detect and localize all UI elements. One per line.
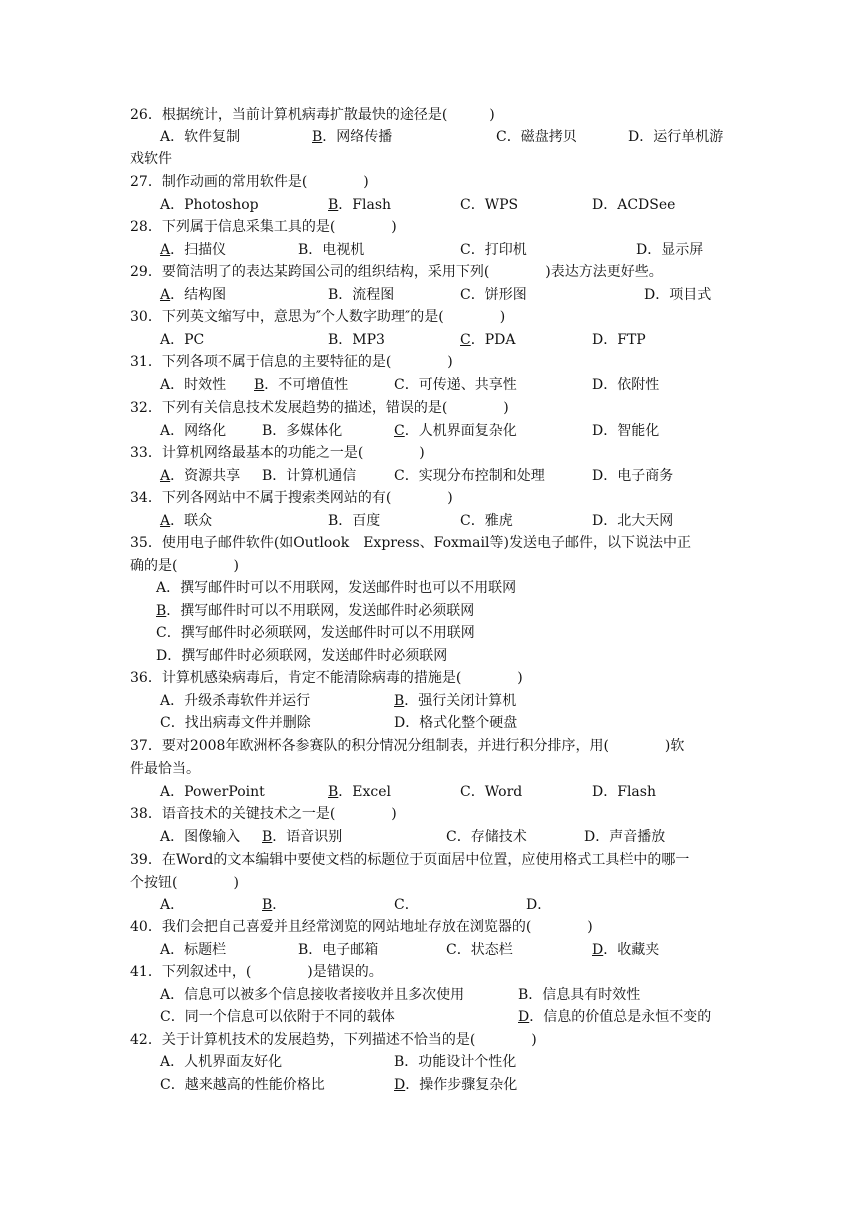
option-text: 找出病毒文件并删除 <box>184 715 311 731</box>
option-sep: ． <box>470 332 485 348</box>
option-text: Flash <box>352 197 392 213</box>
option-sep: ． <box>338 332 353 348</box>
question-40-option-a <box>160 939 226 961</box>
option-letter: D <box>628 129 640 145</box>
option-sep: ． <box>603 377 618 393</box>
option-letter: B <box>518 987 529 1003</box>
option-text: 信息具有时效性 <box>542 987 641 1003</box>
question-29-option-b <box>328 284 394 306</box>
question-30-option-b <box>328 329 385 351</box>
option-letter: D <box>592 197 604 213</box>
option-sep: ． <box>338 784 353 800</box>
option-sep: ． <box>170 423 185 439</box>
option-letter: B <box>328 513 339 529</box>
question-40-stem: 40．我们会把自己喜爱并且经常浏览的网站地址存放在浏览器的( ) <box>130 919 593 935</box>
option-text: 撰写邮件时必须联网，发送邮件时可以不用联网 <box>180 625 475 641</box>
option-sep: ． <box>404 468 419 484</box>
option-letter: A <box>160 897 171 913</box>
option-letter: D <box>526 897 538 913</box>
option-text: 人机界面复杂化 <box>418 423 517 439</box>
option-sep: ． <box>272 423 287 439</box>
option-text: Photoshop <box>184 197 259 213</box>
option-sep: ． <box>170 1009 185 1025</box>
question-31-option-a <box>160 374 226 396</box>
question-39-option-b <box>262 894 286 916</box>
question-33-option-d <box>592 465 673 487</box>
option-sep: ． <box>506 129 521 145</box>
question-41-option-c <box>160 1006 395 1028</box>
question-26-option-b <box>312 126 392 148</box>
option-letter: C <box>160 1077 171 1093</box>
option-text: Excel <box>352 784 392 800</box>
option-text: 电子邮箱 <box>322 942 379 958</box>
option-letter: B <box>394 1054 405 1070</box>
option-text: 项目式 <box>669 287 712 303</box>
question-38-option-a <box>160 826 240 848</box>
question-31-stem: 31．下列各项不属于信息的主要特征的是( ) <box>130 354 453 370</box>
question-29-stem: 29．要简洁明了的表达某跨国公司的组织结构，采用下列( )表达方法更好些。 <box>130 264 663 280</box>
option-text: WPS <box>484 197 519 213</box>
question-27-option-b <box>328 194 391 216</box>
option-sep: ． <box>166 580 181 596</box>
option-letter: C <box>460 242 471 258</box>
option-letter: D <box>518 1009 530 1025</box>
question-29-option-a <box>160 284 226 306</box>
option-text: 标题栏 <box>184 942 227 958</box>
question-40-option-b <box>298 939 378 961</box>
option-letter: C <box>160 715 171 731</box>
option-letter: A <box>160 242 171 258</box>
question-34-option-a <box>160 510 212 532</box>
option-sep: ． <box>272 468 287 484</box>
option-text: 结构图 <box>184 287 227 303</box>
question-37-option-a <box>160 781 265 803</box>
option-text: MP3 <box>352 332 385 348</box>
option-letter: A <box>160 1054 171 1070</box>
option-letter: C <box>394 468 405 484</box>
question-30-option-a <box>160 329 204 351</box>
option-letter: C <box>156 625 167 641</box>
option-letter: C <box>460 332 471 348</box>
option-letter: D <box>394 715 406 731</box>
option-text: Flash <box>617 784 656 800</box>
question-34-option-c <box>460 510 513 532</box>
option-sep: ． <box>170 784 185 800</box>
question-27-stem: 27．制作动画的常用软件是( ) <box>130 174 369 190</box>
option-letter: D <box>636 242 648 258</box>
option-letter: B <box>298 942 309 958</box>
option-text: 资源共享 <box>184 468 241 484</box>
question-32-option-d <box>592 420 659 442</box>
question-39-stem: 39．在Word的文本编辑中要使文档的标题位于页面居中位置，应使用格式工具栏中的哪一 <box>130 852 690 868</box>
option-letter: D <box>592 942 604 958</box>
option-sep: ． <box>603 513 618 529</box>
option-letter: D <box>592 377 604 393</box>
option-sep: ． <box>170 715 185 731</box>
option-text: 实现分布控制和处理 <box>418 468 545 484</box>
option-letter: C <box>394 377 405 393</box>
option-text: 软件复制 <box>184 129 241 145</box>
question-37-option-c <box>460 781 522 803</box>
option-text: Word <box>484 784 523 800</box>
question-36-option-c <box>160 712 311 734</box>
option-text: 电子商务 <box>617 468 674 484</box>
option-text: 强行关闭计算机 <box>418 693 517 709</box>
question-35-option-a <box>156 577 516 599</box>
option-letter: B <box>328 784 339 800</box>
option-letter: D <box>156 648 168 664</box>
option-letter: C <box>446 942 457 958</box>
question-38-option-c <box>446 826 527 848</box>
option-sep: ． <box>170 377 185 393</box>
option-sep: ． <box>470 197 485 213</box>
option-sep: ． <box>170 197 185 213</box>
question-26-option-c <box>496 126 577 148</box>
question-36-option-d <box>394 712 517 734</box>
option-sep: ． <box>470 242 485 258</box>
option-letter: C <box>446 829 457 845</box>
option-sep: ． <box>404 377 419 393</box>
option-text: 依附性 <box>617 377 660 393</box>
option-sep: ． <box>603 197 618 213</box>
option-text: PDA <box>484 332 516 348</box>
option-text: 百度 <box>352 513 381 529</box>
option-sep: ． <box>470 287 485 303</box>
question-42-option-a <box>160 1051 282 1073</box>
option-text: ACDSee <box>617 197 676 213</box>
question-37-stem: 37．要对2008年欧洲杯各参赛队的积分情况分组制表，并进行积分排序，用( )软 <box>130 738 685 754</box>
question-41-option-a <box>160 984 464 1006</box>
option-sep: ． <box>166 625 181 641</box>
option-sep: ． <box>647 242 662 258</box>
option-sep: ． <box>405 1077 420 1093</box>
option-text: 扫描仪 <box>184 242 227 258</box>
question-35-option-d <box>156 645 447 667</box>
option-sep: ． <box>470 513 485 529</box>
option-text: 电视机 <box>322 242 365 258</box>
option-letter: C <box>460 287 471 303</box>
option-letter: A <box>160 693 171 709</box>
option-letter: D <box>592 332 604 348</box>
question-27-option-d <box>592 194 675 216</box>
option-sep: ． <box>404 1054 419 1070</box>
question-34-option-d <box>592 510 673 532</box>
option-letter: A <box>160 468 171 484</box>
question-32-option-c <box>394 420 517 442</box>
option-letter: B <box>156 603 167 619</box>
question-26-option-d <box>628 126 723 148</box>
option-text: 状态栏 <box>470 942 513 958</box>
option-sep: ． <box>603 784 618 800</box>
option-letter: B <box>328 287 339 303</box>
option-sep: ． <box>603 423 618 439</box>
option-sep: ． <box>308 242 323 258</box>
option-letter: A <box>160 377 171 393</box>
option-letter: B <box>328 332 339 348</box>
option-sep: ． <box>170 987 185 1003</box>
option-sep: ． <box>272 829 287 845</box>
question-32-option-b <box>262 420 342 442</box>
option-sep: ． <box>170 287 185 303</box>
question-30-option-c <box>460 329 515 351</box>
option-sep: ． <box>170 513 185 529</box>
option-letter: A <box>160 129 171 145</box>
question-30-stem: 30．下列英文缩写中，意思为″个人数字助理″的是( ) <box>130 309 506 325</box>
option-text: PC <box>184 332 205 348</box>
question-36-option-b <box>394 690 516 712</box>
option-sep: ． <box>338 287 353 303</box>
question-42-option-c <box>160 1074 325 1096</box>
option-text: 显示屏 <box>661 242 704 258</box>
question-26-option-a <box>160 126 240 148</box>
question-28-stem: 28．下列属于信息采集工具的是( ) <box>130 219 397 235</box>
option-text: 多媒体化 <box>286 423 343 439</box>
question-39-option-a <box>160 894 184 916</box>
question-33-option-a <box>160 465 240 487</box>
option-sep: ． <box>470 784 485 800</box>
option-letter: D <box>592 513 604 529</box>
option-letter: B <box>328 197 339 213</box>
question-28-option-d <box>636 239 703 261</box>
question-38-option-b <box>262 826 342 848</box>
option-letter: B <box>262 897 273 913</box>
option-letter: A <box>160 987 171 1003</box>
question-32-stem: 32．下列有关信息技术发展趋势的描述，错误的是( ) <box>130 400 509 416</box>
option-text: 打印机 <box>484 242 527 258</box>
option-sep: ． <box>170 1054 185 1070</box>
option-sep: ． <box>595 829 610 845</box>
option-sep: ． <box>272 897 287 913</box>
question-39-option-d <box>526 894 551 916</box>
question-42-option-b <box>394 1051 516 1073</box>
option-sep: ． <box>655 287 670 303</box>
option-letter: C <box>460 513 471 529</box>
question-40-option-c <box>446 939 513 961</box>
question-27-option-a <box>160 194 259 216</box>
option-text: 饼形图 <box>484 287 527 303</box>
question-29-option-c <box>460 284 527 306</box>
question-39-option-c <box>394 894 419 916</box>
option-letter: A <box>160 784 171 800</box>
option-sep: ． <box>338 513 353 529</box>
question-29-option-d <box>644 284 711 306</box>
option-sep: ． <box>456 829 471 845</box>
question-31-option-d <box>592 374 659 396</box>
option-text: 磁盘拷贝 <box>520 129 577 145</box>
option-letter: B <box>298 242 309 258</box>
option-letter: A <box>156 580 167 596</box>
option-text: 信息可以被多个信息接收者接收并且多次使用 <box>184 987 465 1003</box>
question-36-option-a <box>160 690 310 712</box>
question-41-option-b <box>518 984 640 1006</box>
option-sep: ． <box>404 897 419 913</box>
option-sep: ． <box>170 829 185 845</box>
option-sep: ． <box>167 648 182 664</box>
option-letter: C <box>496 129 507 145</box>
question-40-option-d <box>592 939 659 961</box>
option-sep: ． <box>338 197 353 213</box>
option-letter: B <box>394 693 405 709</box>
option-text: 撰写邮件时可以不用联网，发送邮件时也可以不用联网 <box>180 580 517 596</box>
question-38-stem: 38．语音技术的关键技术之一是( ) <box>130 806 397 822</box>
option-text: 流程图 <box>352 287 395 303</box>
question-36-stem: 36．计算机感染病毒后，肯定不能清除病毒的措施是( ) <box>130 670 523 686</box>
option-letter: C <box>394 897 405 913</box>
option-text: 计算机通信 <box>286 468 357 484</box>
option-text: 运行单机游 <box>653 129 724 145</box>
question-39-stem-continued: 个按钮( ) <box>130 875 239 891</box>
option-letter: C <box>460 784 471 800</box>
option-text: 可传递、共享性 <box>418 377 517 393</box>
option-text: 智能化 <box>617 423 660 439</box>
option-text: 同一个信息可以依附于不同的载体 <box>184 1009 395 1025</box>
option-sep: ． <box>639 129 654 145</box>
option-sep: ． <box>603 332 618 348</box>
question-32-option-a <box>160 420 226 442</box>
option-letter: B <box>254 377 265 393</box>
option-sep: ． <box>404 423 419 439</box>
question-37-option-b <box>328 781 391 803</box>
question-42-stem: 42．关于计算机技术的发展趋势，下列描述不恰当的是( ) <box>130 1032 537 1048</box>
option-text: 网络化 <box>184 423 227 439</box>
option-text: 撰写邮件时必须联网，发送邮件时必须联网 <box>181 648 448 664</box>
option-letter: B <box>312 129 323 145</box>
option-sep: ． <box>603 942 618 958</box>
question-26-continuation: 戏软件 <box>130 151 172 167</box>
option-letter: D <box>592 468 604 484</box>
option-letter: C <box>160 1009 171 1025</box>
option-text: 格式化整个硬盘 <box>419 715 518 731</box>
option-sep: ． <box>404 693 419 709</box>
option-text: 不可增值性 <box>278 377 349 393</box>
option-letter: B <box>262 468 273 484</box>
option-text: 存储技术 <box>470 829 527 845</box>
option-text: 雅虎 <box>484 513 513 529</box>
option-sep: ． <box>170 942 185 958</box>
option-sep: ． <box>170 1077 185 1093</box>
question-28-option-b <box>298 239 364 261</box>
option-text: 越来越高的性能价格比 <box>184 1077 325 1093</box>
option-sep: ． <box>166 603 181 619</box>
option-text: 功能设计个性化 <box>418 1054 517 1070</box>
option-text: 语音识别 <box>286 829 343 845</box>
option-sep: ． <box>170 332 185 348</box>
question-37-option-d <box>592 781 656 803</box>
option-letter: D <box>644 287 656 303</box>
option-letter: A <box>160 287 171 303</box>
option-sep: ． <box>456 942 471 958</box>
question-33-option-c <box>394 465 545 487</box>
option-letter: B <box>262 829 273 845</box>
option-letter: A <box>160 513 171 529</box>
option-sep: ． <box>322 129 337 145</box>
option-letter: A <box>160 423 171 439</box>
option-text: 人机界面友好化 <box>184 1054 283 1070</box>
question-31-option-c <box>394 374 517 396</box>
option-sep: ． <box>264 377 279 393</box>
question-30-option-d <box>592 329 646 351</box>
option-sep: ． <box>603 468 618 484</box>
option-text: 操作步骤复杂化 <box>419 1077 518 1093</box>
option-letter: A <box>160 942 171 958</box>
option-sep: ． <box>537 897 552 913</box>
question-35-option-c <box>156 622 475 644</box>
question-34-option-b <box>328 510 380 532</box>
option-text: 撰写邮件时可以不用联网，发送邮件时必须联网 <box>180 603 475 619</box>
option-text: 升级杀毒软件并运行 <box>184 693 311 709</box>
option-letter: C <box>460 197 471 213</box>
option-text: 时效性 <box>184 377 227 393</box>
option-sep: ． <box>170 897 185 913</box>
option-letter: D <box>592 784 604 800</box>
option-sep: ． <box>170 129 185 145</box>
question-35-stem: 35．使用电子邮件软件(如Outlook Express、Foxmail等)发送电子邮件，以下说法中正 <box>130 535 691 551</box>
question-37-stem-continued: 件最恰当。 <box>130 761 200 777</box>
option-text: 图像输入 <box>184 829 241 845</box>
question-42-option-d <box>394 1074 517 1096</box>
option-text: 联众 <box>184 513 213 529</box>
option-letter: D <box>394 1077 406 1093</box>
question-31-option-b <box>254 374 348 396</box>
question-41-stem: 41．下列叙述中，( )是错误的。 <box>130 964 383 980</box>
question-35-stem-continued: 确的是( ) <box>130 558 239 574</box>
option-letter: A <box>160 197 171 213</box>
question-41-option-d <box>518 1006 711 1028</box>
option-sep: ． <box>308 942 323 958</box>
question-26-stem: 26．根据统计，当前计算机病毒扩散最快的途径是( ) <box>130 107 495 123</box>
option-letter: D <box>584 829 596 845</box>
question-27-option-c <box>460 194 518 216</box>
option-text: 北大天网 <box>617 513 674 529</box>
option-text: 声音播放 <box>609 829 666 845</box>
option-letter: B <box>262 423 273 439</box>
option-text: 网络传播 <box>336 129 393 145</box>
option-text: FTP <box>617 332 646 348</box>
option-text: 信息的价值总是永恒不变的 <box>543 1009 712 1025</box>
option-text: 收藏夹 <box>617 942 660 958</box>
option-letter: C <box>394 423 405 439</box>
option-sep: ． <box>170 468 185 484</box>
option-letter: D <box>592 423 604 439</box>
question-28-option-c <box>460 239 527 261</box>
option-sep: ． <box>529 1009 544 1025</box>
option-text: PowerPoint <box>184 784 265 800</box>
option-sep: ． <box>528 987 543 1003</box>
question-33-stem: 33．计算机网络最基本的功能之一是( ) <box>130 445 425 461</box>
option-sep: ． <box>170 693 185 709</box>
question-33-option-b <box>262 465 356 487</box>
option-sep: ． <box>170 242 185 258</box>
option-sep: ． <box>405 715 420 731</box>
question-38-option-d <box>584 826 665 848</box>
question-28-option-a <box>160 239 226 261</box>
question-34-stem: 34．下列各网站中不属于搜索类网站的有( ) <box>130 490 453 506</box>
option-letter: A <box>160 332 171 348</box>
question-35-option-b <box>156 600 474 622</box>
option-letter: A <box>160 829 171 845</box>
